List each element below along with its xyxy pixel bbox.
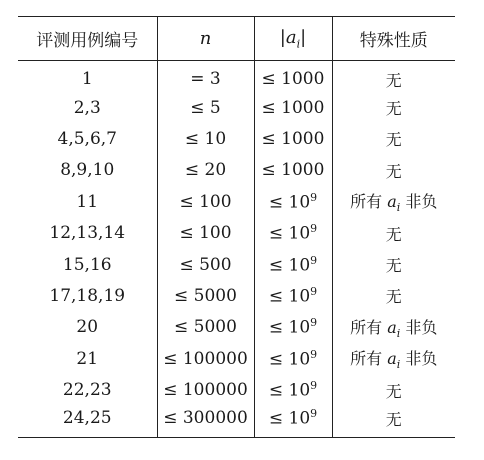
table-row	[18, 123, 455, 154]
cell-ai-constraint	[254, 155, 332, 186]
cell-ai-constraint	[254, 217, 332, 248]
header-ai-close: |	[300, 26, 307, 48]
table-header	[18, 17, 455, 61]
subtask-table-container	[18, 16, 455, 438]
cell-special-property: 无	[385, 161, 402, 181]
cell-n-constraint: ≤ 100	[157, 186, 254, 217]
cell-special-property: 无	[385, 70, 402, 90]
cell-special-property: 无	[385, 99, 402, 119]
cell-ai-constraint	[254, 186, 332, 217]
cell-test-case-id: 17,18,19	[18, 280, 157, 311]
cell-n-constraint: ≤ 500	[157, 249, 254, 280]
cell-test-case-id: 24,25	[18, 406, 157, 437]
ai-constraint-base: ≤ 1000	[261, 128, 325, 149]
header-test-case-id: 评测用例编号	[18, 17, 157, 61]
cell-test-case-id: 1	[18, 61, 157, 92]
cell-ai-constraint	[254, 61, 332, 92]
ai-constraint-base: ≤ 1000	[261, 69, 325, 90]
property-var-sub: i	[396, 358, 401, 372]
ai-constraint-exponent: 9	[310, 379, 318, 393]
ai-constraint-base: ≤ 10	[268, 380, 311, 401]
ai-constraint-exponent: 9	[310, 285, 318, 299]
cell-test-case-id: 12,13,14	[18, 217, 157, 248]
table-row	[18, 406, 455, 437]
cell-n-constraint: ≤ 100	[157, 217, 254, 248]
ai-constraint-base: ≤ 10	[268, 349, 311, 370]
cell-special-property	[332, 312, 455, 343]
ai-constraint-exponent: 9	[310, 407, 318, 421]
ai-constraint-base: ≤ 10	[268, 223, 311, 244]
cell-n-constraint: ≤ 5	[157, 92, 254, 123]
cell-special-property: 无	[385, 287, 402, 307]
cell-test-case-id: 4,5,6,7	[18, 123, 157, 154]
ai-constraint-exponent: 9	[310, 190, 318, 204]
table-row	[18, 186, 455, 217]
property-suffix: 非负	[405, 317, 438, 337]
subtask-table	[18, 16, 455, 438]
ai-constraint-exponent: 9	[310, 222, 318, 236]
cell-n-constraint: ≤ 20	[157, 155, 254, 186]
table-row	[18, 92, 455, 123]
header-special-property: 特殊性质	[332, 17, 455, 61]
cell-special-property	[332, 343, 455, 374]
ai-constraint-base: ≤ 10	[268, 318, 311, 339]
header-ai-open: |	[279, 26, 286, 48]
cell-special-property	[332, 186, 455, 217]
cell-n-constraint: ≤ 5000	[157, 280, 254, 311]
cell-test-case-id: 22,23	[18, 374, 157, 405]
cell-ai-constraint	[254, 343, 332, 374]
cell-ai-constraint	[254, 123, 332, 154]
cell-ai-constraint	[254, 249, 332, 280]
cell-special-property: 无	[332, 406, 455, 437]
table-row	[18, 249, 455, 280]
header-row	[18, 17, 455, 61]
property-prefix: 所有	[350, 349, 383, 369]
ai-constraint-exponent: 9	[310, 253, 318, 267]
property-suffix: 非负	[405, 192, 438, 212]
cell-ai-constraint	[254, 280, 332, 311]
ai-constraint-base: ≤ 10	[268, 255, 311, 276]
cell-n-constraint: ≤ 10	[157, 123, 254, 154]
cell-test-case-id: 21	[18, 343, 157, 374]
table-row	[18, 374, 455, 405]
header-ai-abs	[254, 17, 332, 61]
ai-constraint-exponent: 9	[310, 347, 318, 361]
header-n: n	[157, 17, 254, 61]
ai-constraint-base: ≤ 10	[268, 286, 311, 307]
table-row	[18, 343, 455, 374]
cell-test-case-id: 20	[18, 312, 157, 343]
property-prefix: 所有	[350, 192, 383, 212]
ai-constraint-base: ≤ 1000	[261, 97, 325, 118]
property-var: a	[387, 349, 397, 369]
table-row	[18, 155, 455, 186]
table-row	[18, 61, 455, 92]
cell-ai-constraint	[254, 374, 332, 405]
cell-n-constraint: ≤ 100000	[157, 343, 254, 374]
cell-ai-constraint	[254, 312, 332, 343]
cell-n-constraint: = 3	[157, 61, 254, 92]
ai-constraint-exponent: 9	[310, 316, 318, 330]
cell-special-property: 无	[385, 256, 402, 276]
cell-test-case-id: 15,16	[18, 249, 157, 280]
header-ai-sub: i	[296, 37, 301, 51]
cell-ai-constraint	[254, 92, 332, 123]
property-suffix: 非负	[405, 349, 438, 369]
table-row	[18, 280, 455, 311]
property-var-sub: i	[396, 201, 401, 215]
ai-constraint-base: ≤ 10	[268, 192, 311, 213]
cell-special-property: 无	[385, 381, 402, 401]
table-body	[18, 61, 455, 438]
property-prefix: 所有	[350, 317, 383, 337]
ai-constraint-base: ≤ 10	[268, 409, 311, 430]
property-var-sub: i	[396, 326, 401, 340]
header-ai-var: a	[285, 26, 297, 48]
cell-n-constraint: ≤ 100000	[157, 374, 254, 405]
cell-n-constraint: ≤ 300000	[157, 406, 254, 437]
table-row	[18, 312, 455, 343]
cell-test-case-id: 11	[18, 186, 157, 217]
cell-special-property: 无	[385, 130, 402, 150]
cell-test-case-id: 2,3	[18, 92, 157, 123]
cell-n-constraint: ≤ 5000	[157, 312, 254, 343]
table-row	[18, 217, 455, 248]
cell-ai-constraint	[254, 406, 332, 437]
property-var: a	[387, 317, 397, 337]
ai-constraint-base: ≤ 1000	[261, 160, 325, 181]
cell-special-property: 无	[385, 224, 402, 244]
property-var: a	[387, 192, 397, 212]
cell-test-case-id: 8,9,10	[18, 155, 157, 186]
